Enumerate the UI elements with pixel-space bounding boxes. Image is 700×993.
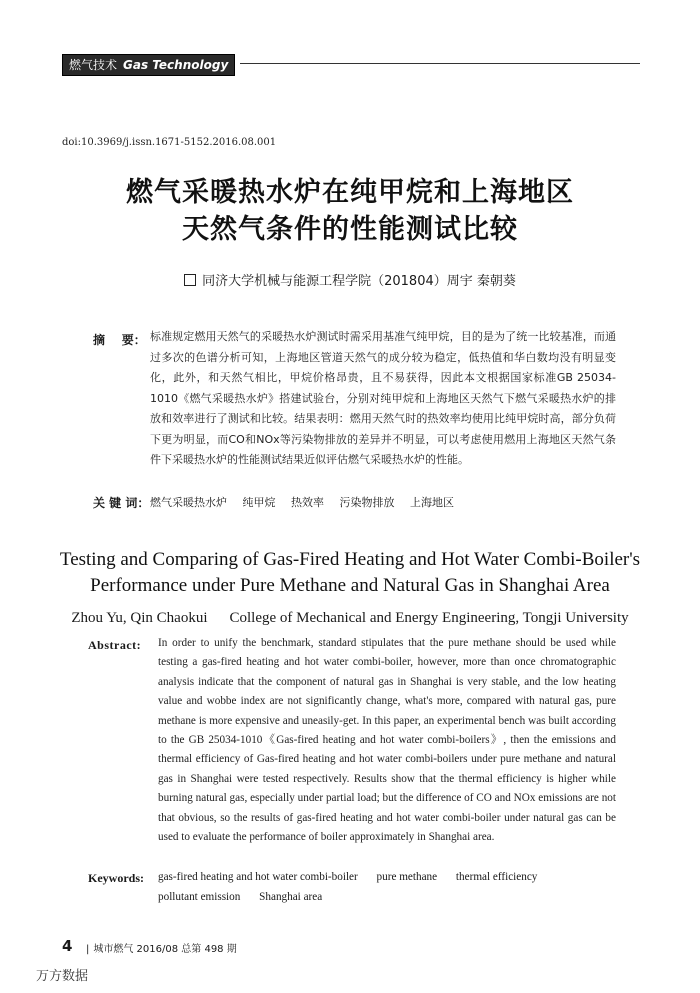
section-header	[62, 54, 640, 76]
cn-abstract-label: 摘 要：	[93, 333, 146, 347]
cn-keyword: 上海地区	[410, 496, 454, 509]
page-number: 4	[62, 937, 73, 955]
cn-keyword: 污染物排放	[339, 496, 395, 509]
cn-title-line1: 燃气采暖热水炉在纯甲烷和上海地区	[126, 177, 574, 208]
section-tag	[62, 54, 235, 76]
en-keyword: thermal efficiency	[455, 871, 538, 883]
checkbox-square-icon	[184, 274, 196, 286]
header-rule	[240, 63, 640, 64]
footer-separator: |	[86, 944, 90, 955]
section-tag-en: Gas Technology	[123, 58, 229, 72]
en-affiliation: College of Mechanical and Energy Engineering, Tongji University	[229, 610, 629, 626]
en-keyword: gas-fired heating and hot water combi-boiler	[158, 871, 358, 883]
cn-keyword: 纯甲烷	[242, 496, 276, 509]
en-authors: Zhou Yu, Qin Chaokui	[71, 610, 208, 626]
en-author-line	[0, 610, 700, 627]
cn-keyword: 燃气采暖热水炉	[150, 496, 227, 509]
cn-author: 同济大学机械与能源工程学院（201804）周宇 秦朝葵	[202, 274, 516, 289]
cn-author-line	[0, 270, 700, 289]
cn-keywords	[150, 494, 466, 510]
en-abstract-label: Abstract:	[88, 638, 142, 652]
cn-title-line2: 天然气条件的性能测试比较	[182, 214, 518, 245]
en-keyword: Shanghai area	[259, 891, 323, 903]
cn-keywords-label: 关 键 词：	[93, 496, 150, 510]
en-keyword: pollutant emission	[158, 891, 241, 903]
en-keywords-row	[158, 891, 338, 903]
en-title-line1: Testing and Comparing of Gas-Fired Heating and Hot Water Combi-Boiler's	[59, 549, 641, 570]
cn-abstract-text: 标准规定燃用天然气的采暖热水炉测试时需采用基准气纯甲烷，目的是为了统一比较基准，而通过多次的色谱分析可知，上海地区管道天然气的成分较为稳定，低热值和华白数均没有明显变化，此外，和天然气相比，甲烷价格昂贵，且不易获得，因此本文根据国家标准GB 25034-1010《燃气采暖热水炉》搭建试验台，分别对纯甲烷和上海地区天然气下燃气采暖热水炉的排放和效率进行了测试和比较。结果表明：燃用天然气时的热效率均使用比纯甲烷时高，部分负荷下更为明显，而CO和NOx等污染物排放的差异并不明显，可以考虑使用燃用上海地区天然气条件下采暖热水炉的性能测试结果近似评估燃气采暖热水炉的性能。	[150, 330, 616, 466]
en-title-line2: Performance under Pure Methane and Natural Gas in Shanghai Area	[90, 575, 610, 596]
journal-name: 城市燃气 2016/08 总第 498 期	[93, 944, 237, 955]
en-keyword: pure methane	[376, 871, 438, 883]
section-tag-cn: 燃气技术	[69, 58, 118, 72]
cn-keyword: 热效率	[291, 496, 324, 509]
en-keywords-label: Keywords:	[88, 871, 144, 885]
watermark: 万方数据	[36, 969, 89, 984]
en-abstract-text: In order to unify the benchmark, standard stipulates that the pure methane should be used while testing a gas-fired heating and hot water combi-boiler, however, more than once chromatographic analysis indicate that the component of natural gas in Shanghai is very stable, and the low heating value and wobbe index are not significantly change, what's more, compared with natural gas, pure methane is more expensive and uneasily-get. In this paper, an experimental bench was built according to the GB 25034-1010《Gas-fired heating and hot water combi-boilers》, then the emissions and thermal efficiency of Gas-fired heating and hot water combi-boilers under pure methane and natural gas in Shanghai were tested respectively. Results show that the thermal efficiency is higher while burning natural gas, especially under partial load; but the difference of CO and NOx emissions are not that obvious, so the results of gas-fired heating and hot water combi-boiler under natural gas can be used to evaluate the performance of boiler approximately in Shanghai area.	[158, 637, 616, 844]
journal-info	[82, 940, 237, 955]
en-keywords-row	[158, 871, 553, 883]
doi: doi:10.3969/j.issn.1671-5152.2016.08.001	[62, 137, 277, 148]
